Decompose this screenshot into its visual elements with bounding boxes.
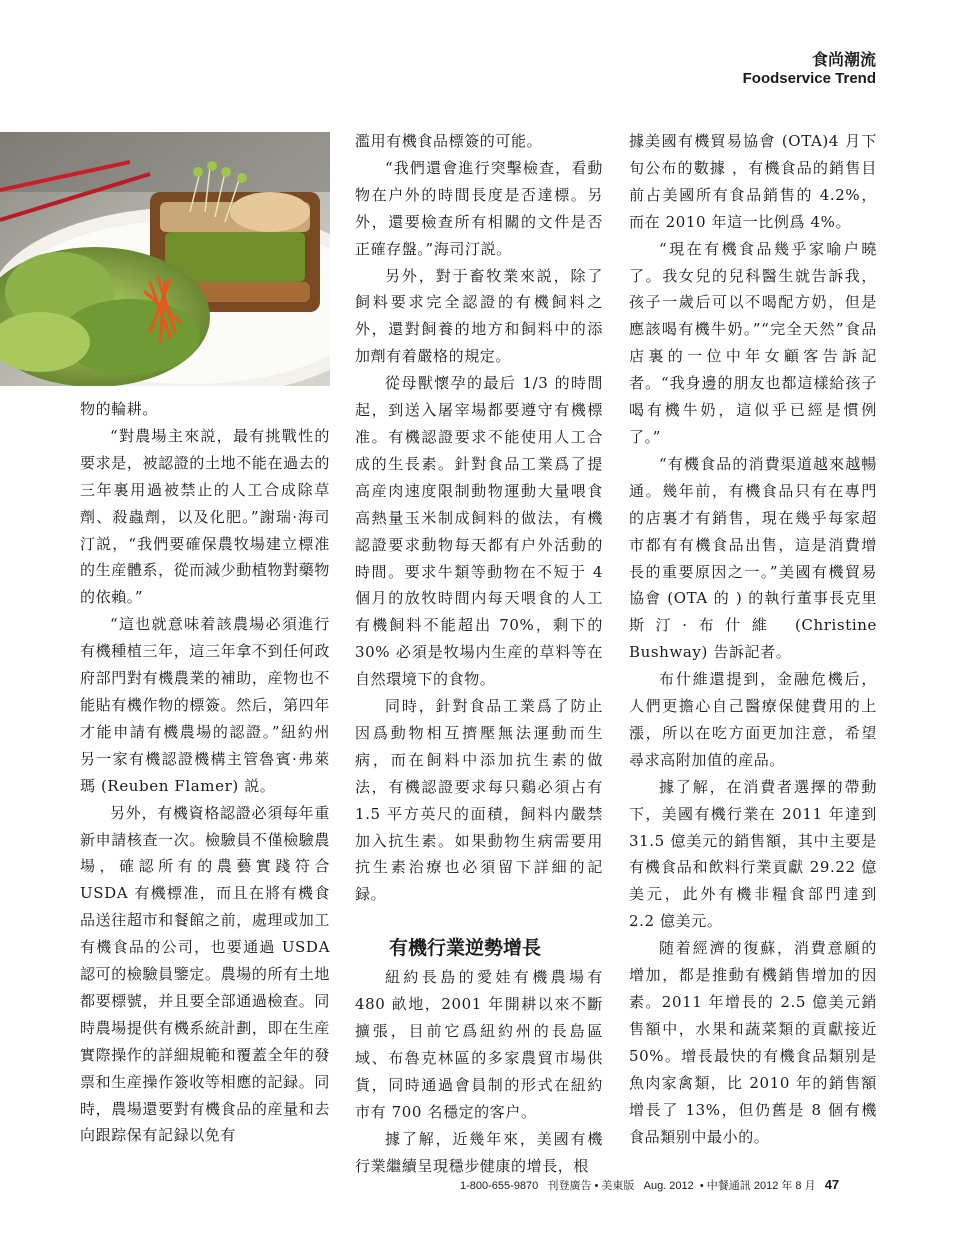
subheading: 有機行業逆勢增長 <box>389 937 542 960</box>
paragraph: “我們還會進行突擊檢查，看動物在户外的時間長度是否達標。另外，還要檢查所有相關的文件是否正確存盤。”海司汀説。 <box>355 158 603 258</box>
footer-phone: 1-800-655-9870 <box>460 1180 539 1192</box>
footer-date-en: Aug. 2012 <box>643 1180 694 1192</box>
paragraph: 濫用有機食品標簽的可能。 <box>355 132 543 150</box>
paragraph: 紐約長島的愛娃有機農場有 480 畝地，2001 年開耕以來不斷擴張，目前它爲紐約州的長島區域、布魯克林區的多家農貿市場供貨，同時通過會員制的形式在紐約市有 700 名穩定的客户。 <box>355 968 603 1121</box>
paragraph: “有機食品的消費渠道越來越暢通。幾年前，有機食品只有在專門的店裏才有銷售，現在幾乎每家超市都有有機食品出售，這是消費增長的重要原因之一。”美國有機貿易協會 (OTA 的 ) 的執行董事長克里斯汀·布什維 (Christine Bushway) 告訴記者。 <box>629 454 877 662</box>
footer-ad-label: 刊登廣告 • 美東版 <box>547 1180 635 1192</box>
paragraph: 據了解，在消費者選擇的帶動下，美國有機行業在 2011 年達到 31.5 億美元的銷售額，其中主要是有機食品和飲料行業貢獻 29.22 億美元，此外有機非糧食部門達到 2.2 億美元。 <box>629 777 877 931</box>
column2-part2 <box>355 964 603 1179</box>
column2-part1 <box>355 128 603 908</box>
paragraph: 同時，針對食品工業爲了防止因爲動物相互擠壓無法運動而生病，而在飼料中添加抗生素的做法，有機認證要求每只鷄必須占有 1.5 平方英尺的面積，飼料内嚴禁加入抗生素。如果動物生病需要用抗生素治療也必須留下詳細的記録。 <box>355 697 603 904</box>
salad-photo <box>0 132 330 386</box>
section-header <box>743 50 876 88</box>
paragraph: 據了解，近幾年來，美國有機行業繼續呈現穩步健康的增長，根 <box>355 1129 603 1175</box>
paragraph: “對農場主來説，最有挑戰性的要求是，被認證的土地不能在過去的三年裏用過被禁止的人工合成除草劑、殺蟲劑，以及化肥。”謝瑞·海司汀説，“我們要確保農牧場建立標准的生産體系，從而減少動植物對藥物的依賴。” <box>80 426 330 607</box>
paragraph: 從母獸懷孕的最后 1/3 的時間起，到送入屠宰場都要遵守有機標准。有機認證要求不能使用人工合成的生長素。針對食品工業爲了提高産肉速度限制動物運動大量喂食高熱量玉米制成飼料的做法，有機認證要求動物每天都有户外活動的時間。要求牛類等動物在不短于 4 個月的放牧時間内每天喂食的人工有機飼料不能超出 70%，剩下的 30% 必須是牧場内生産的草料等在自然環境下的食物。 <box>355 374 603 689</box>
paragraph: 另外，對于畜牧業來説，除了飼料要求完全認證的有機飼料之外，還對飼養的地方和飼料中的添加劑有着嚴格的規定。 <box>355 266 603 366</box>
salad-photo-icon <box>0 132 330 386</box>
footer-magazine-date: • 中餐通訊 2012 年 8 月 <box>699 1180 816 1192</box>
paragraph: 另外，有機資格認證必須每年重新申請核查一次。檢驗員不僅檢驗農場，確認所有的農藝實踐符合 USDA 有機標准，而且在將有機食品送往超市和餐館之前，處理或加工有機食品的公司，也要通過 USDA 認可的檢驗員鑒定。農場的所有土地都要標號，并且要全部通過檢查。同時農場提供有機系統計劃，即在生産實際操作的詳細規範和覆蓋全年的發票和生産操作簽收等相應的記録。同時，農場還要對有機食品的産量和去向跟踪保有記録以免有 <box>80 803 330 1145</box>
text-column-3 <box>629 128 877 1150</box>
page-footer <box>460 1177 880 1194</box>
page-number: 47 <box>824 1177 840 1192</box>
section-title-zh: 食尚潮流 <box>811 50 876 69</box>
paragraph: 随着經濟的復蘇，消費意願的增加，都是推動有機銷售增加的因素。2011 年增長的 2.5 億美元銷售額中，水果和蔬菜類的貢獻接近 50%。增長最快的有機食品類别是魚肉家禽類，比 2010 年的銷售額增長了 13%，但仍舊是 8 個有機食品類别中最小的。 <box>629 939 877 1146</box>
paragraph: 據美國有機貿易協會 (OTA)4 月下旬公布的數據 ，有機食品的銷售目前占美國所有食品銷售的 4.2%，而在 2010 年這一比例爲 4%。 <box>629 132 877 231</box>
paragraph: 布什維還提到，金融危機后，人們更擔心自己醫療保健費用的上漲，所以在吃方面更加注意，希望尋求高附加值的産品。 <box>629 670 877 769</box>
text-column-2 <box>355 128 603 1180</box>
paragraph: “這也就意味着該農場必須進行有機種植三年，這三年拿不到任何政府部門對有機農業的補助，産物也不能貼有機作物的標簽。然后，第四年才能申請有機農場的認證。”紐約州另一家有機認證機構主管魯賓·弗萊瑪 (Reuben Flamer) 説。 <box>80 615 330 795</box>
paragraph: “現在有機食品幾乎家喻户曉了。我女兒的兒科醫生就告訴我，孩子一歲后可以不喝配方奶，但是應該喝有機牛奶。”“完全天然”食品店裏的一位中年女顧客告訴記者。“我身邊的朋友也都這樣給孩子喝有機牛奶，這似乎已經是慣例了。” <box>629 239 877 446</box>
text-column-1 <box>80 396 330 1149</box>
paragraph: 物的輪耕。 <box>80 400 159 418</box>
section-title-en: Foodservice Trend <box>742 70 876 87</box>
